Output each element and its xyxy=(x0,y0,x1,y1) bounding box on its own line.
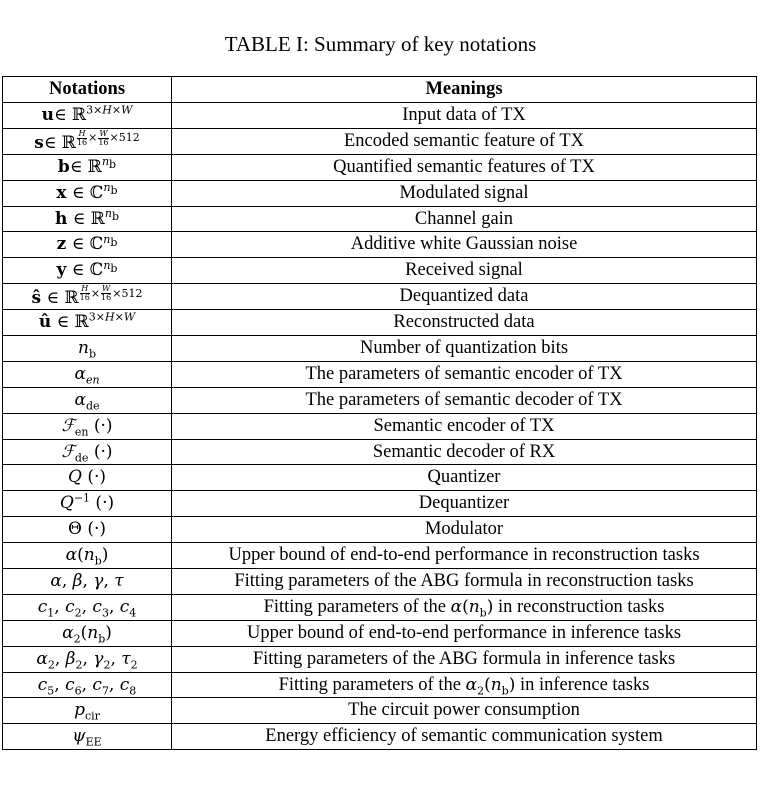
table-row xyxy=(3,698,757,724)
meaning-cell: Semantic encoder of TX xyxy=(172,413,757,439)
table-row xyxy=(3,439,757,465)
meaning-cell: Modulator xyxy=(172,517,757,543)
table-row xyxy=(3,310,757,336)
table-row xyxy=(3,103,757,129)
meaning-cell: Input data of TX xyxy=(172,103,757,129)
table-row xyxy=(3,594,757,620)
notation-cell: x ∈ ℂ$^{n_b}$ xyxy=(3,180,172,206)
meaning-suffix: in reconstruction tasks xyxy=(497,596,665,617)
notation-cell: $\alpha_{en}$ xyxy=(3,361,172,387)
table-row xyxy=(3,284,757,310)
table-row xyxy=(3,569,757,595)
meaning-cell: Quantizer xyxy=(172,465,757,491)
header-notations: Notations xyxy=(3,77,172,103)
meaning-cell: Additive white Gaussian noise xyxy=(172,232,757,258)
meaning-cell: Quantified semantic features of TX xyxy=(172,154,757,180)
notation-cell: $\alpha_{de}$ xyxy=(3,387,172,413)
notation-cell: $n_b$ xyxy=(3,336,172,362)
meaning-cell: Energy efficiency of semantic communication system xyxy=(172,724,757,750)
notation-cell: ℱ$_{en}$ (·) xyxy=(3,413,172,439)
table-caption: TABLE I: Summary of key notations xyxy=(224,32,537,56)
table-row xyxy=(3,724,757,750)
meaning-cell: The circuit power consumption xyxy=(172,698,757,724)
meaning-cell: Channel gain xyxy=(172,206,757,232)
meaning-cell: Modulated signal xyxy=(172,180,757,206)
notation-cell: $\alpha(n_b)$ xyxy=(3,543,172,569)
table-row xyxy=(3,206,757,232)
table-row xyxy=(3,517,757,543)
meaning-cell: Fitting parameters of the $\alpha_2(n_b)$ in inference tasks xyxy=(172,672,757,698)
meaning-cell: Upper bound of end-to-end performance in reconstruction tasks xyxy=(172,543,757,569)
meaning-prefix: Fitting parameters of the xyxy=(263,596,446,617)
table-row xyxy=(3,491,757,517)
header-meanings: Meanings xyxy=(172,77,757,103)
table-row xyxy=(3,672,757,698)
notation-cell: $\psi_{EE}$ xyxy=(3,724,172,750)
notation-cell: α, β, γ, τ xyxy=(3,569,172,595)
table-row xyxy=(3,465,757,491)
notation-cell: ŝ ∈ ℝ $^{\frac{H}{16} \times \frac{W}{16} \times 512}$ xyxy=(3,284,172,310)
meaning-cell: Reconstructed data xyxy=(172,310,757,336)
meaning-cell: Dequantizer xyxy=(172,491,757,517)
notation-cell: ℱ$_{de}$ (·) xyxy=(3,439,172,465)
meaning-cell: The parameters of semantic decoder of TX xyxy=(172,387,757,413)
notation-cell: z ∈ ℂ$^{n_b}$ xyxy=(3,232,172,258)
table-row xyxy=(3,154,757,180)
meaning-cell: Encoded semantic feature of TX xyxy=(172,128,757,154)
meaning-prefix: Fitting parameters of the xyxy=(278,674,461,695)
table-row xyxy=(3,620,757,646)
table-row xyxy=(3,336,757,362)
notation-cell: $c_5$, $c_6$, $c_7$, $c_8$ xyxy=(3,672,172,698)
notation-cell: s∈ ℝ $^{\frac{H}{16} \times \frac{W}{16} \times 512}$ xyxy=(3,128,172,154)
table-row xyxy=(3,180,757,206)
notation-cell: $c_1$, $c_2$, $c_3$, $c_4$ xyxy=(3,594,172,620)
table-row xyxy=(3,387,757,413)
notation-cell: u∈ ℝ$^{3\times H\times W}$ xyxy=(3,103,172,129)
meaning-cell: Dequantized data xyxy=(172,284,757,310)
meaning-suffix: in inference tasks xyxy=(519,674,650,695)
table-row xyxy=(3,128,757,154)
table-row xyxy=(3,258,757,284)
notations-table xyxy=(2,76,757,750)
meaning-cell: Fitting parameters of the $\alpha(n_b)$ in reconstruction tasks xyxy=(172,594,757,620)
notation-cell: h ∈ ℝ$^{n_b}$ xyxy=(3,206,172,232)
meaning-cell: Fitting parameters of the ABG formula in reconstruction tasks xyxy=(172,569,757,595)
meaning-cell: Received signal xyxy=(172,258,757,284)
notation-cell: b∈ ℝ$^{n_b}$ xyxy=(3,154,172,180)
meaning-cell: Semantic decoder of RX xyxy=(172,439,757,465)
meaning-cell: The parameters of semantic encoder of TX xyxy=(172,361,757,387)
meaning-cell: Number of quantization bits xyxy=(172,336,757,362)
notation-cell: $\alpha_2(n_b)$ xyxy=(3,620,172,646)
table-row xyxy=(3,543,757,569)
notation-cell: Q (·) xyxy=(3,465,172,491)
table-row xyxy=(3,232,757,258)
notation-cell: $p_{cir}$ xyxy=(3,698,172,724)
notation-cell: û ∈ ℝ$^{3\times H\times W}$ xyxy=(3,310,172,336)
notation-cell: y ∈ ℂ$^{n_b}$ xyxy=(3,258,172,284)
table-row xyxy=(3,361,757,387)
notation-cell: $Q^{-1}$ (·) xyxy=(3,491,172,517)
notation-cell: $\alpha_2$, $\beta_2$, $\gamma_2$, $\tau_2$ xyxy=(3,646,172,672)
table-row xyxy=(3,413,757,439)
table-header-row xyxy=(3,77,757,103)
meaning-cell: Fitting parameters of the ABG formula in inference tasks xyxy=(172,646,757,672)
meaning-cell: Upper bound of end-to-end performance in inference tasks xyxy=(172,620,757,646)
table-row xyxy=(3,646,757,672)
notation-cell: Θ (·) xyxy=(3,517,172,543)
